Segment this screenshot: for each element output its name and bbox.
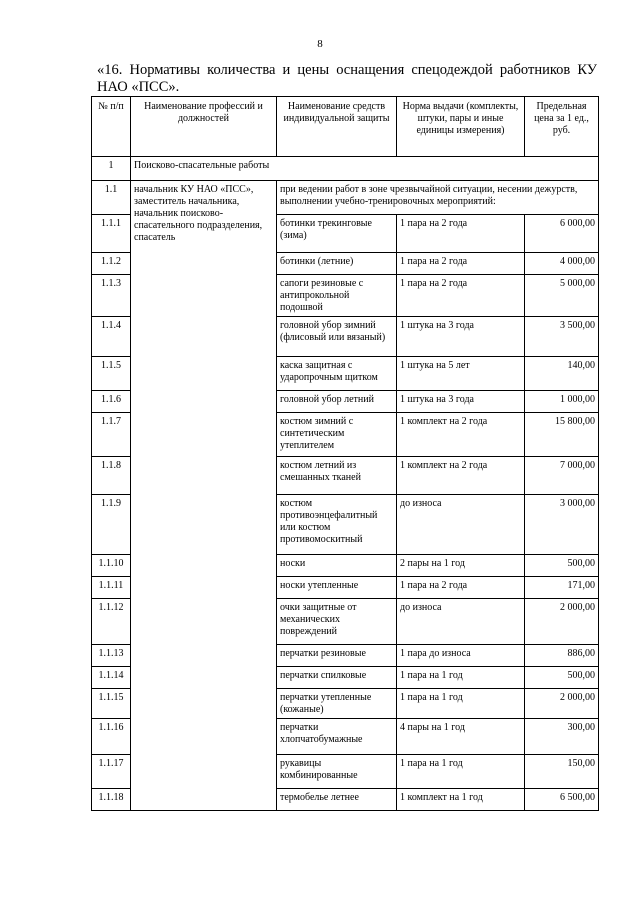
row-price: 7 000,00	[525, 457, 599, 495]
row-price: 1 000,00	[525, 391, 599, 413]
row-num: 1.1.13	[92, 645, 131, 667]
row-price: 6 000,00	[525, 215, 599, 253]
section-row	[92, 157, 599, 181]
row-num: 1.1.12	[92, 599, 131, 645]
row-num: 1.1.6	[92, 391, 131, 413]
row-num: 1.1.3	[92, 275, 131, 317]
row-item: каска защитная с ударопрочным щитком	[277, 357, 397, 391]
row-norm: до износа	[397, 599, 525, 645]
row-price: 5 000,00	[525, 275, 599, 317]
row-item: ботинки трекинговые (зима)	[277, 215, 397, 253]
row-num: 1.1.18	[92, 789, 131, 811]
row-num: 1.1.7	[92, 413, 131, 457]
header-norm: Норма выдачи (комплекты, штуки, пары и иные единицы измерения)	[397, 97, 525, 157]
row-norm: 4 пары на 1 год	[397, 719, 525, 755]
row-price: 171,00	[525, 577, 599, 599]
row-norm: 1 пара на 1 год	[397, 755, 525, 789]
group-row	[92, 181, 599, 215]
table-header-row	[92, 97, 599, 157]
row-norm: 1 пара на 2 года	[397, 253, 525, 275]
row-norm: 1 пара на 2 года	[397, 577, 525, 599]
row-num: 1.1.2	[92, 253, 131, 275]
row-item: носки	[277, 555, 397, 577]
header-num: № п/п	[92, 97, 131, 157]
row-price: 3 000,00	[525, 495, 599, 555]
row-item: костюм противоэнцефалитный или костюм противомоскитный	[277, 495, 397, 555]
row-price: 150,00	[525, 755, 599, 789]
row-price: 2 000,00	[525, 689, 599, 719]
row-num: 1.1.5	[92, 357, 131, 391]
header-price: Предельная цена за 1 ед., руб.	[525, 97, 599, 157]
row-norm: до износа	[397, 495, 525, 555]
header-item: Наименование средств индивидуальной защиты	[277, 97, 397, 157]
row-num: 1.1.9	[92, 495, 131, 555]
group-num: 1.1	[92, 181, 131, 215]
row-item: носки утепленные	[277, 577, 397, 599]
document-title: «16. Нормативы количества и цены оснащения спецодеждой работников КУ НАО «ПСС».	[97, 62, 597, 95]
row-num: 1.1.8	[92, 457, 131, 495]
row-norm: 1 штука на 3 года	[397, 317, 525, 357]
row-num: 1.1.15	[92, 689, 131, 719]
row-item: сапоги резиновые с антипрокольной подошвой	[277, 275, 397, 317]
row-price: 3 500,00	[525, 317, 599, 357]
row-price: 300,00	[525, 719, 599, 755]
row-item: рукавицы комбинированные	[277, 755, 397, 789]
row-num: 1.1.10	[92, 555, 131, 577]
section-num: 1	[92, 157, 131, 181]
section-title: Поисково-спасательные работы	[131, 157, 599, 181]
positions-cell: начальник КУ НАО «ПСС», заместитель начальника, начальник поисково-спасательного подразделения, спасатель	[131, 181, 277, 811]
row-norm: 1 комплект на 1 год	[397, 789, 525, 811]
row-num: 1.1.17	[92, 755, 131, 789]
row-item: термобелье летнее	[277, 789, 397, 811]
row-item: головной убор зимний (флисовый или вязаный)	[277, 317, 397, 357]
row-norm: 2 пары на 1 год	[397, 555, 525, 577]
row-num: 1.1.14	[92, 667, 131, 689]
row-price: 500,00	[525, 555, 599, 577]
row-price: 2 000,00	[525, 599, 599, 645]
row-price: 140,00	[525, 357, 599, 391]
row-num: 1.1.16	[92, 719, 131, 755]
row-norm: 1 пара на 2 года	[397, 215, 525, 253]
row-item: перчатки утепленные (кожаные)	[277, 689, 397, 719]
row-norm: 1 пара на 1 год	[397, 667, 525, 689]
row-price: 500,00	[525, 667, 599, 689]
row-norm: 1 штука на 3 года	[397, 391, 525, 413]
row-num: 1.1.1	[92, 215, 131, 253]
row-item: перчатки спилковые	[277, 667, 397, 689]
row-norm: 1 пара на 1 год	[397, 689, 525, 719]
row-num: 1.1.4	[92, 317, 131, 357]
row-item: перчатки хлопчатобумажные	[277, 719, 397, 755]
row-item: перчатки резиновые	[277, 645, 397, 667]
row-price: 4 000,00	[525, 253, 599, 275]
row-norm: 1 комплект на 2 года	[397, 413, 525, 457]
norms-table	[91, 96, 599, 811]
row-item: костюм зимний с синтетическим утеплителем	[277, 413, 397, 457]
row-num: 1.1.11	[92, 577, 131, 599]
row-item: головной убор летний	[277, 391, 397, 413]
row-price: 15 800,00	[525, 413, 599, 457]
row-price: 886,00	[525, 645, 599, 667]
row-item: очки защитные от механических повреждений	[277, 599, 397, 645]
row-item: ботинки (летние)	[277, 253, 397, 275]
row-norm: 1 пара на 2 года	[397, 275, 525, 317]
row-norm: 1 пара до износа	[397, 645, 525, 667]
row-norm: 1 комплект на 2 года	[397, 457, 525, 495]
page-number: 8	[317, 38, 323, 50]
header-profession: Наименование профессий и должностей	[131, 97, 277, 157]
row-price: 6 500,00	[525, 789, 599, 811]
group-conditions: при ведении работ в зоне чрезвычайной ситуации, несении дежурств, выполнении учебно-тренировочных мероприятий:	[277, 181, 599, 215]
row-item: костюм летний из смешанных тканей	[277, 457, 397, 495]
row-norm: 1 штука на 5 лет	[397, 357, 525, 391]
